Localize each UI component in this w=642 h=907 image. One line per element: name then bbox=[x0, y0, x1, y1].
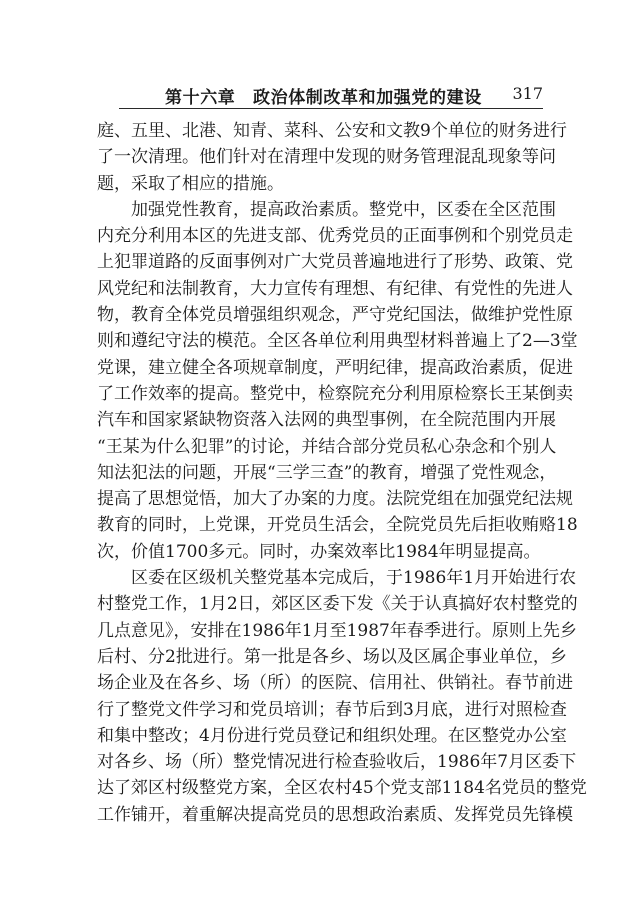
text-line: “王某为什么犯罪”的讨论，并结合部分党员私心杂念和个别人 bbox=[97, 436, 557, 457]
text-line: 行了整党文件学习和党员培训；春节后到3月底，进行对照检查 bbox=[97, 699, 567, 720]
text-line: 党课，建立健全各项规章制度，严明纪律，提高政治素质，促进 bbox=[97, 357, 573, 378]
text-line: 上犯罪道路的反面事例对广大党员普遍地进行了形势、政策、党 bbox=[97, 252, 573, 273]
text-line: 题，采取了相应的措施。 bbox=[97, 173, 284, 194]
text-line: 对各乡、场（所）整党情况进行检查验收后，1986年7月区委下 bbox=[97, 752, 577, 773]
text-line: 汽车和国家紧缺物资落入法网的典型事例，在全院范围内开展 bbox=[97, 410, 556, 431]
text-line: 提高了思想觉悟，加大了办案的力度。法院党组在加强党纪法规 bbox=[97, 489, 573, 510]
text-line: 几点意见》，安排在1986年1月至1987年春季进行。原则上先乡 bbox=[97, 620, 577, 641]
text-line: 加强党性教育，提高政治素质。整党中，区委在全区范围 bbox=[131, 199, 556, 220]
paragraph bbox=[97, 197, 578, 565]
text-line: 则和遵纪守法的模范。全区各单位利用典型材料普遍上了2—3堂 bbox=[97, 331, 578, 352]
body-text bbox=[97, 118, 587, 828]
text-line: 庭、五里、北港、知青、菜科、公安和文教9个单位的财务进行 bbox=[97, 121, 567, 141]
paragraph bbox=[97, 565, 587, 828]
paragraph bbox=[97, 118, 567, 197]
text-line: 了工作效率的提高。整党中，检察院充分利用原检察长王某倒卖 bbox=[97, 383, 573, 404]
text-line: 和集中整改；4月份进行党员登记和组织处理。在区整党办公室 bbox=[97, 725, 567, 746]
text-line: 场企业及在各乡、场（所）的医院、信用社、供销社。春节前进 bbox=[97, 673, 573, 694]
text-line: 村整党工作，1月2日，郊区区委下发《关于认真搞好农村整党的 bbox=[97, 594, 578, 615]
page-number: 317 bbox=[512, 84, 543, 103]
text-line: 工作铺开，着重解决提高党员的思想政治素质、发挥党员先锋模 bbox=[97, 804, 573, 825]
text-line: 后村、分2批进行。第一批是各乡、场以及区属企事业单位，乡 bbox=[97, 646, 567, 667]
page-header bbox=[119, 80, 543, 109]
text-line: 区委在区级机关整党基本完成后，于1986年1月开始进行农 bbox=[131, 568, 577, 589]
text-line: 达了郊区村级整党方案，全区农村45个党支部1184名党员的整党 bbox=[97, 778, 587, 799]
text-line: 内充分利用本区的先进支部、优秀党员的正面事例和个别党员走 bbox=[97, 226, 573, 247]
text-line: 了一次清理。他们针对在清理中发现的财务管理混乱现象等问 bbox=[97, 147, 556, 168]
text-line: 知法犯法的问题，开展“三学三查”的教育，增强了党性观念， bbox=[97, 462, 557, 483]
text-line: 风党纪和法制教育，大力宣传有理想、有纪律、有党性的先进人 bbox=[97, 278, 573, 299]
chapter-title: 第十六章 政治体制改革和加强党的建设 bbox=[165, 88, 482, 108]
text-line: 次，价值1700多元。同时，办案效率比1984年明显提高。 bbox=[97, 541, 541, 562]
text-line: 教育的同时，上党课，开党员生活会，全院党员先后拒收贿赂18 bbox=[97, 515, 578, 536]
text-line: 物，教育全体党员增强组织观念，严守党纪国法，做维护党性原 bbox=[97, 305, 573, 326]
